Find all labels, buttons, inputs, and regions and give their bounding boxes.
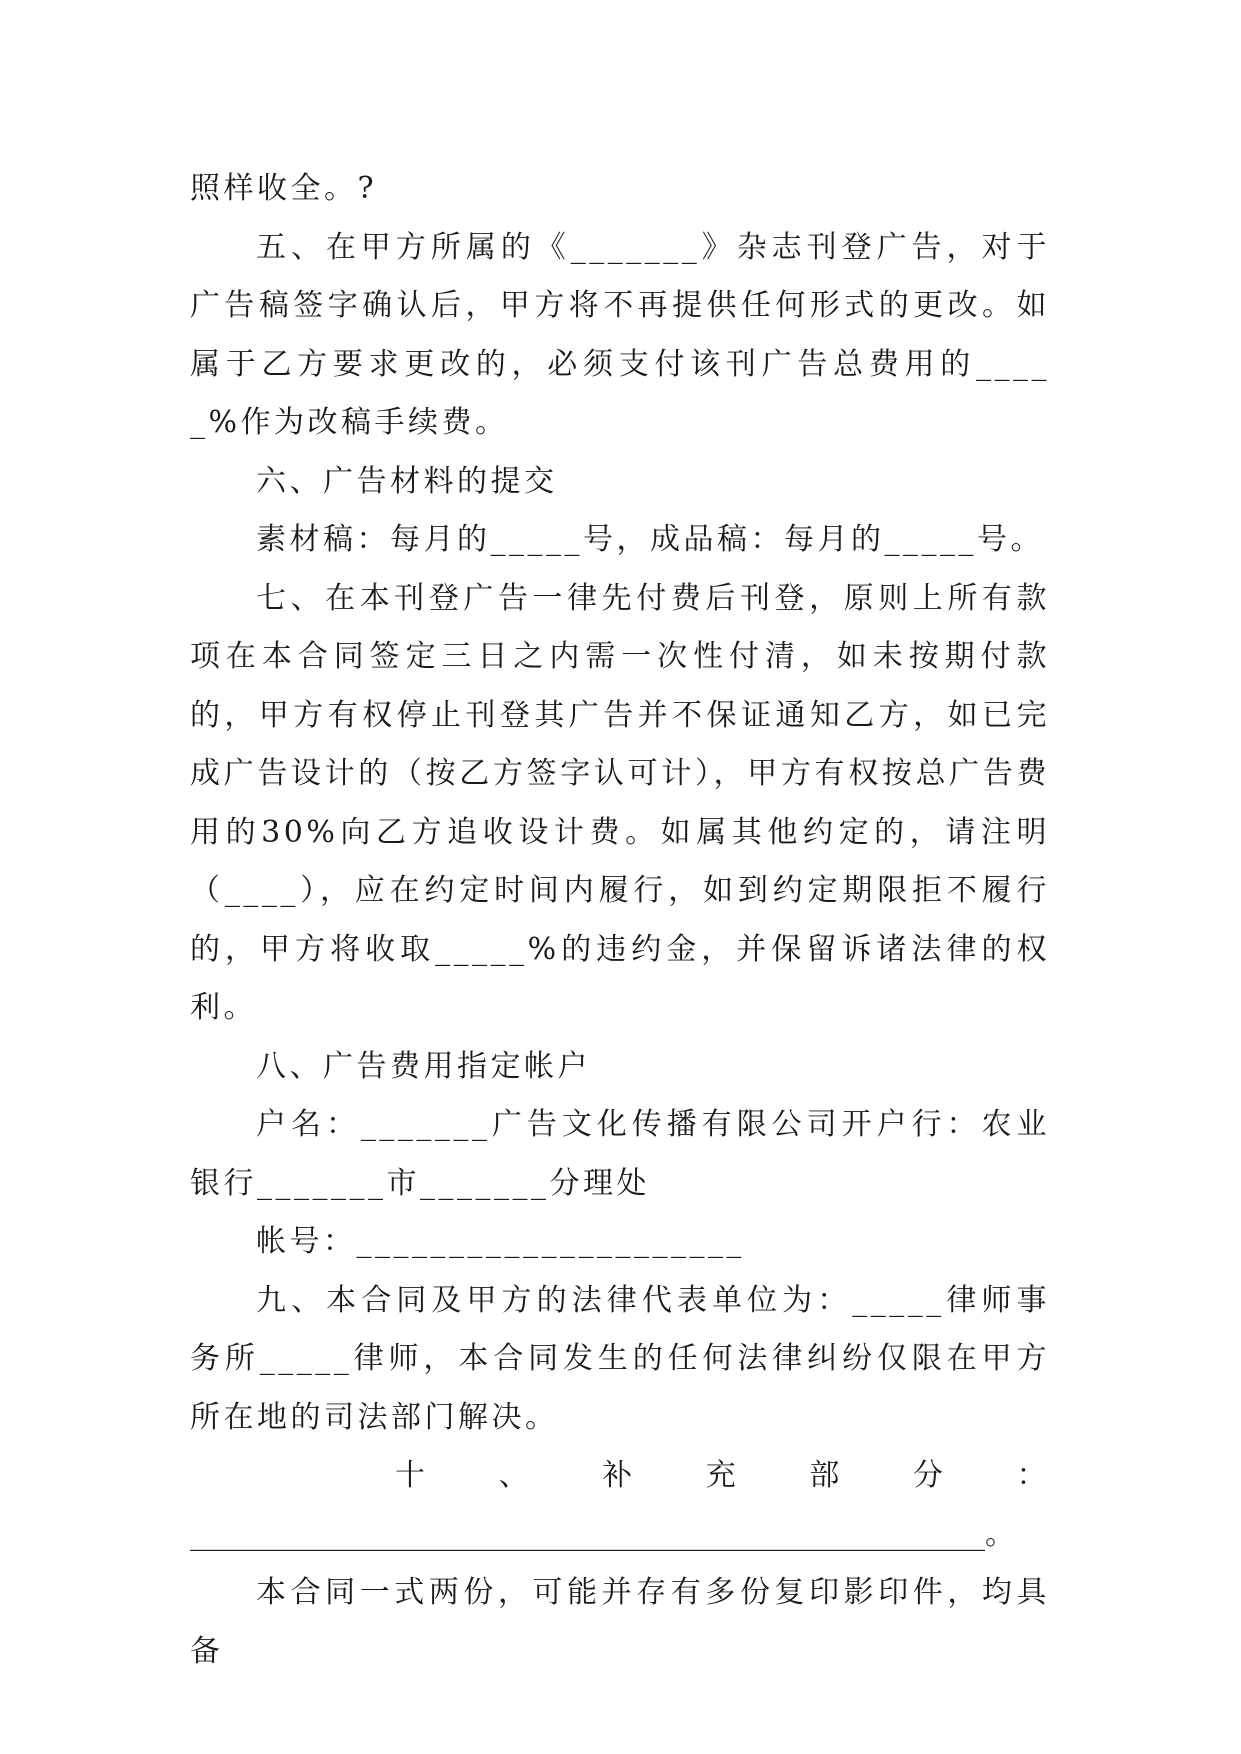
clause-9-legal: 九、本合同及甲方的法律代表单位为：_____律师事务所_____律师，本合同发生的任何法律纠纷仅限在甲方所在地的司法部门解决。 — [190, 1282, 1050, 1435]
heading-char: 十 — [395, 1458, 429, 1493]
heading-char: 、 — [498, 1458, 533, 1493]
paragraph-carryover: 照样收全。? — [190, 171, 378, 206]
contract-page — [190, 160, 1050, 1681]
clause-8-account-name: 户名：_______广告文化传播有限公司开户行：农业银行_______市_______分理处 — [190, 1107, 1050, 1201]
clause-5-ad-revision: 五、在甲方所属的《_______》杂志刊登广告，对于广告稿签字确认后，甲方将不再提供任何形式的更改。如属于乙方要求更改的，必须支付该刊广告总费用的_____%作为改稿手续费。 — [190, 229, 1050, 440]
closing-paragraph: 本合同一式两份，可能并存有多份复印影印件，均具备 — [190, 1575, 1050, 1669]
heading-char: 补 — [602, 1458, 636, 1493]
heading-char: 充 — [705, 1458, 740, 1493]
heading-char: 分 — [912, 1458, 947, 1493]
clause-8-account-number: 帐号：_____________________ — [256, 1224, 745, 1259]
clause-10-blank-line: _____________________________________________________。 — [190, 1516, 1015, 1552]
clause-10-heading — [190, 1447, 1050, 1506]
clause-8-heading: 八、广告费用指定帐户 — [256, 1048, 591, 1084]
clause-6-heading: 六、广告材料的提交 — [256, 463, 558, 499]
heading-char: 部 — [809, 1458, 843, 1493]
clause-7-payment: 七、在本刊登广告一律先付费后刊登，原则上所有款项在本合同签定三日之内需一次性付清，如未按期付款的，甲方有权停止刊登其广告并不保证通知乙方，如已完成广告设计的（按乙方签字认可计），甲方有权按总广告费用的30%向乙方追收设计费。如属其他约定的，请注明（____），应在约定时间内履行，如到约定期限拒不履行的，甲方将收取_____%的违约金，并保留诉诸法律的权利。 — [190, 580, 1050, 1025]
heading-char: ： — [1016, 1458, 1050, 1493]
clause-6-materials: 素材稿：每月的_____号，成品稿：每月的_____号。 — [256, 522, 1044, 557]
